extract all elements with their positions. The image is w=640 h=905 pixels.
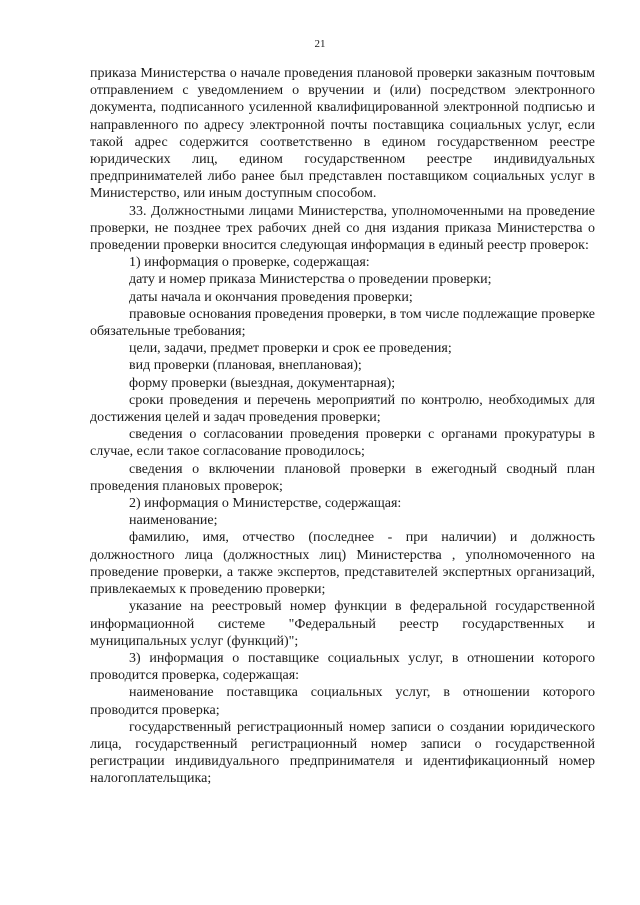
list-item: сроки проведения и перечень мероприятий по контролю, необходимых для достижения целей и задач проведения проверки;	[90, 392, 595, 426]
paragraph-continuation: приказа Министерства о начале проведения плановой проверки заказным почтовым отправлением с уведомлением о вручении и (или) посредством электронного документа, подписанного усиленной квалифицированной электронной подписью и направленного по адресу электронной почты поставщика социальных услуг, если такой адрес содержится соответственно в едином государственном реестре юридических лиц, едином государственном реестре индивидуальных предпринимателей либо ранее был представлен поставщиком социальных услуг в Министерство, или иным доступным способом.	[90, 66, 595, 202]
list-item: правовые основания проведения проверки, в том числе подлежащие проверке обязательные требования;	[90, 306, 595, 340]
list-item: дату и номер приказа Министерства о проведении проверки;	[129, 272, 492, 288]
list-item: вид проверки (плановая, внеплановая);	[129, 358, 362, 374]
paragraph-subitem-3: 3) информация о поставщике социальных услуг, в отношении которого проводится проверка, содержащая:	[90, 650, 595, 684]
list-item: наименование поставщика социальных услуг, в отношении которого проводится проверка;	[90, 685, 595, 718]
page-number: 21	[314, 38, 326, 50]
list-item: фамилию, имя, отчество (последнее - при наличии) и должность должностного лица (должностных лиц) Министерства , уполномоченного на проведение проверки, а также экспертов, представителей экспертных организаций, привлекаемых к проведению проверки;	[90, 530, 595, 598]
paragraph-item-33: 33. Должностными лицами Министерства, уполномоченными на проведение проверки, не позднее трех рабочих дней со дня издания приказа Министерства о проведении проверки вносится следующая информация в единый реестр проверок:	[90, 203, 595, 254]
list-item: цели, задачи, предмет проверки и срок ее проведения;	[129, 341, 452, 357]
list-item: указание на реестровый номер функции в федеральной государственной информационной системе "Федеральный реестр государственных и муниципальных услуг (функций)";	[90, 599, 595, 649]
list-item: наименование;	[129, 513, 218, 529]
document-body	[90, 65, 595, 788]
list-item: государственный регистрационный номер записи о создании юридического лица, государственный регистрационный номер записи о государственной регистрации индивидуального предпринимателя и идентификационный номер налогоплательщика;	[90, 719, 595, 787]
list-item: форму проверки (выездная, документарная);	[129, 375, 396, 391]
paragraph-subitem-1: 1) информация о проверке, содержащая:	[129, 255, 370, 271]
list-item: даты начала и окончания проведения проверки;	[129, 289, 413, 305]
paragraph-subitem-2: 2) информация о Министерстве, содержащая:	[129, 496, 402, 512]
list-item: сведения о включении плановой проверки в ежегодный сводный план проведения плановых проверок;	[90, 461, 595, 494]
list-item: сведения о согласовании проведения проверки с органами прокуратуры в случае, если такое согласование проводилось;	[90, 427, 595, 460]
